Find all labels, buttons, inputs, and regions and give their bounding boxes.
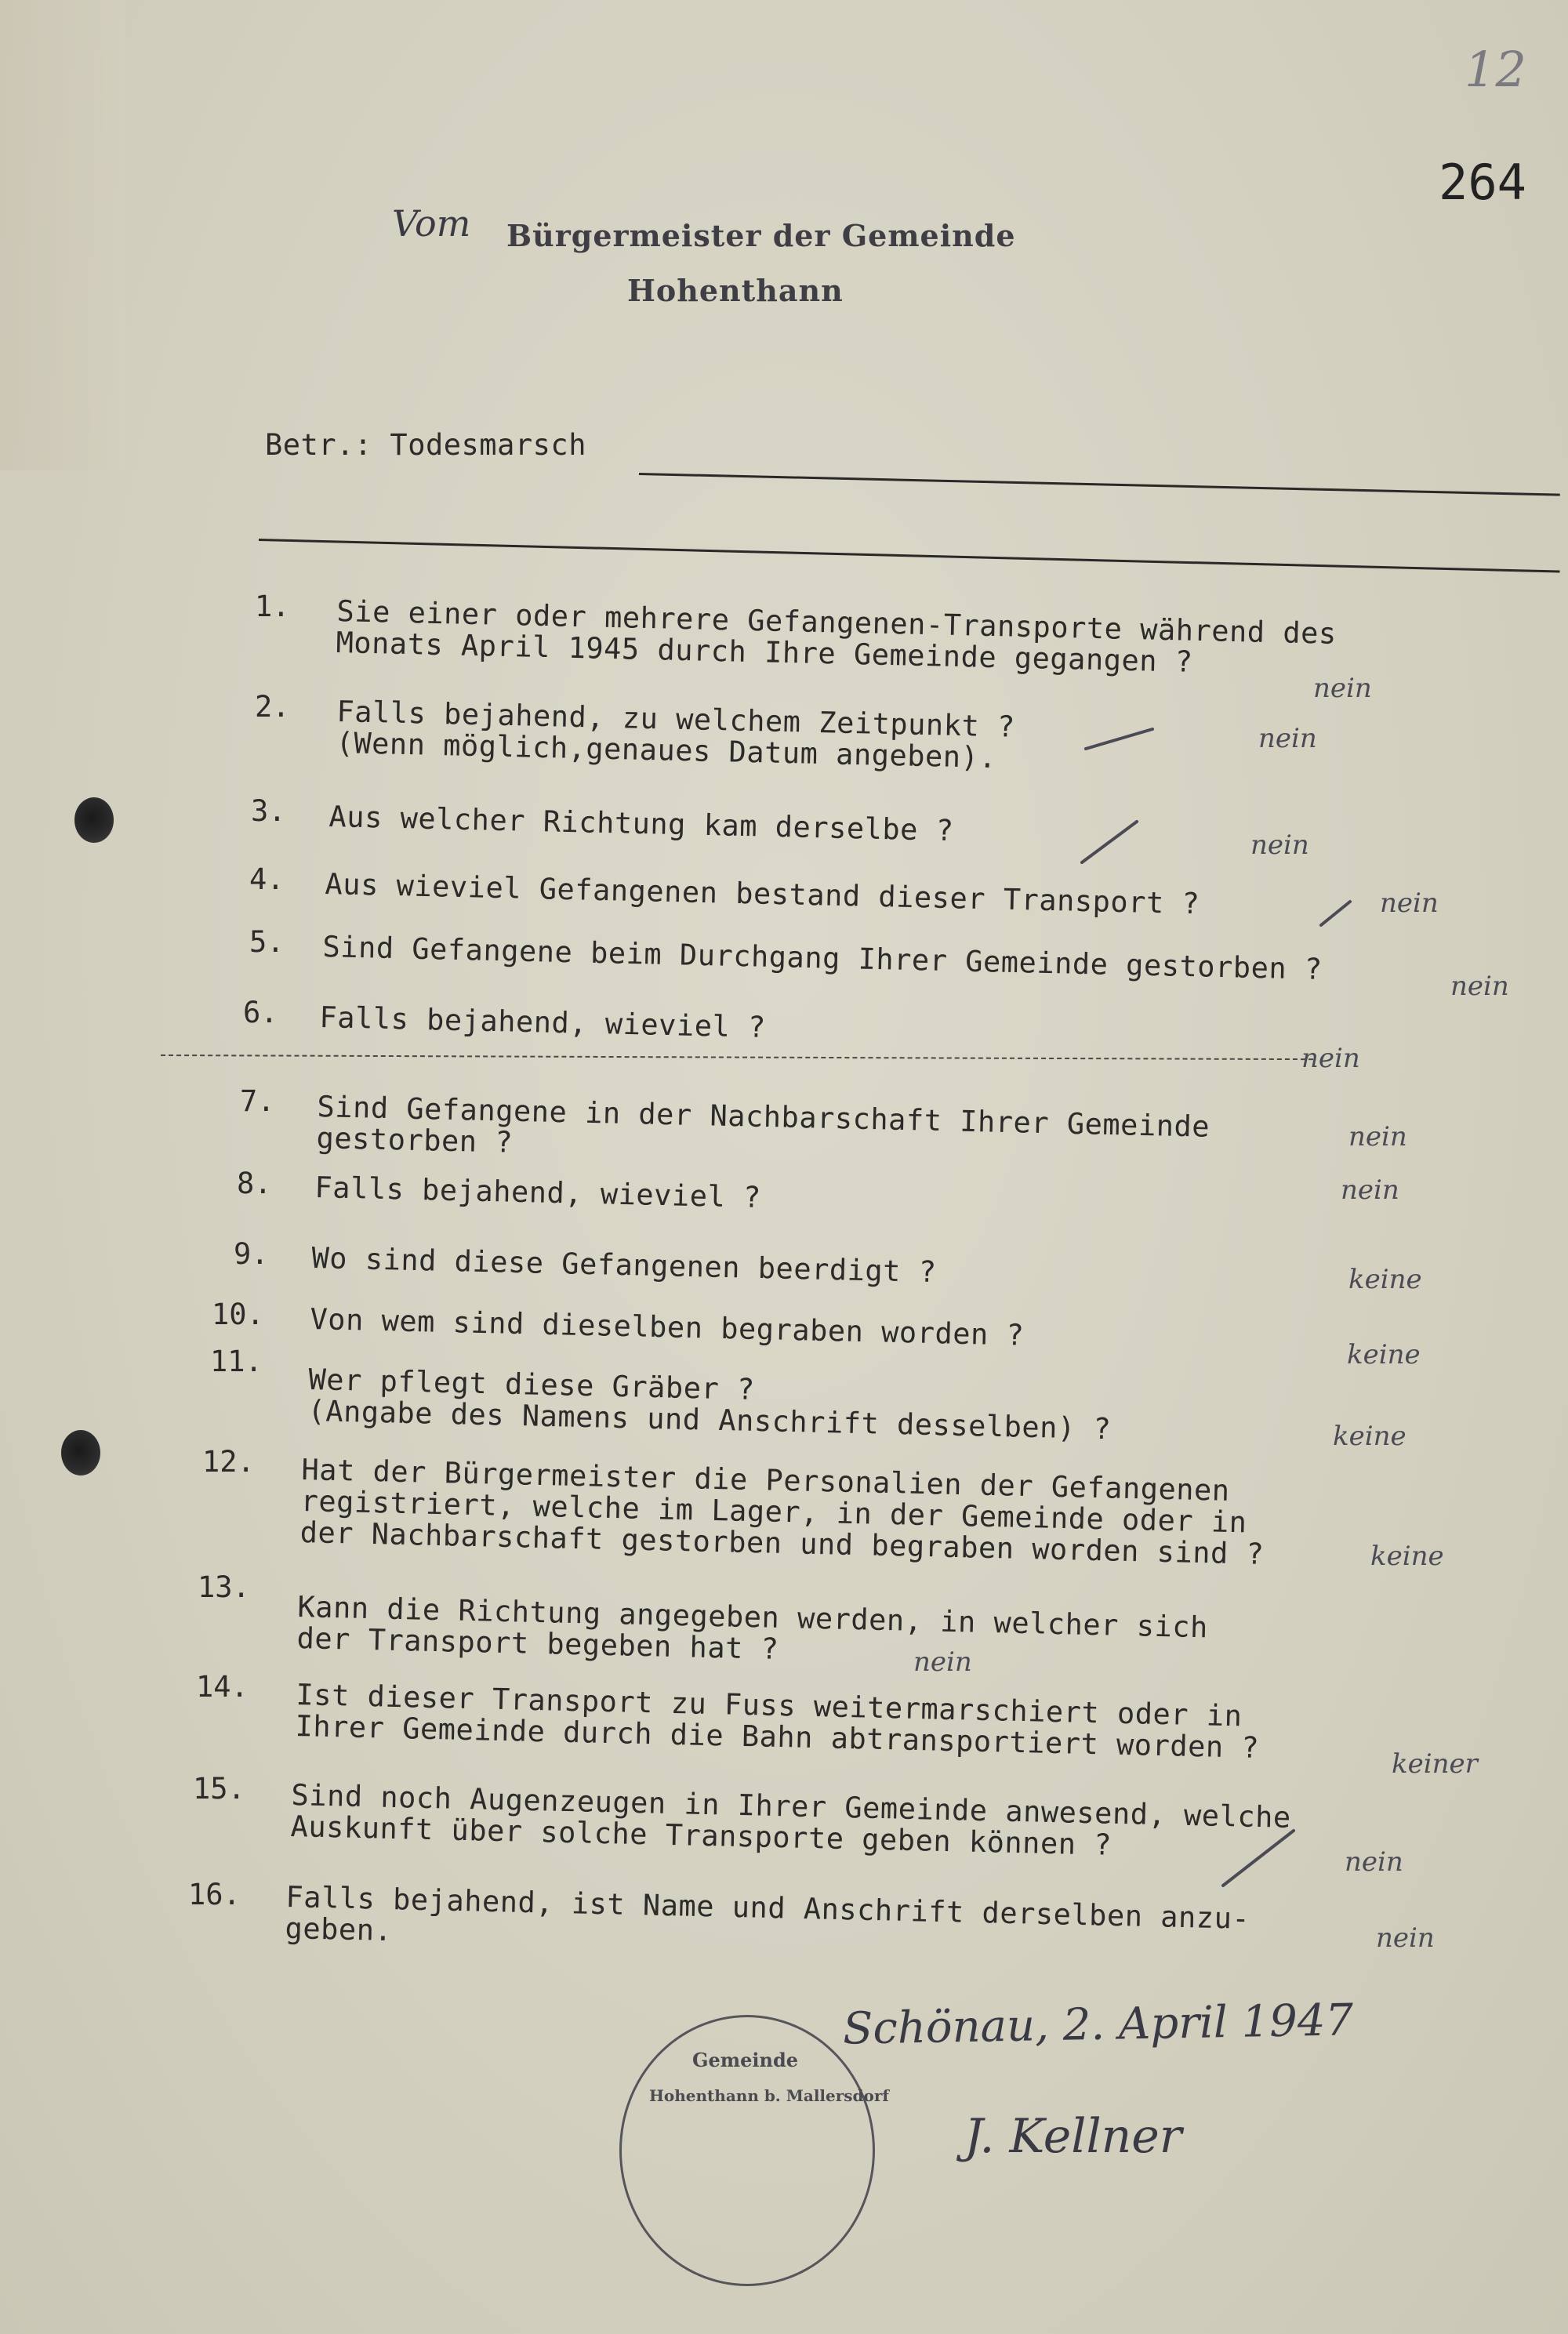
answer-handwritten: nein [1376, 1922, 1435, 1954]
answer-handwritten: nein [1301, 1043, 1360, 1074]
answer-handwritten: nein [1250, 829, 1309, 861]
strike-mark-q15 [1223, 1831, 1294, 1886]
question-text: Wer pflegt diese Gräber ? (Angabe des Namens und Anschrift desselben) ? [307, 1363, 1112, 1446]
answer-handwritten: keine [1370, 1541, 1444, 1572]
question-text: Sie einer oder mehrere Gefangenen-Transporte während des Monats April 1945 durch Ihre Gemeinde gegangen ? [336, 594, 1338, 679]
question-text: Sind noch Augenzeugen in Ihrer Gemeinde anwesend, welche Auskunft über solche Transporte geben können ? [290, 1778, 1292, 1862]
question-number: 16. [188, 1878, 241, 1911]
question-number: 10. [212, 1298, 264, 1331]
seal-line2: Hohenthann b. Mallersdorf [649, 2086, 890, 2105]
question-number: 11. [210, 1345, 263, 1378]
question-number: 12. [202, 1445, 255, 1479]
archive-number: 12 [1465, 41, 1526, 98]
strike-mark-q3 [1082, 822, 1137, 862]
answer-handwritten: nein [1345, 1846, 1403, 1878]
question-number: 1. [255, 590, 290, 623]
question-number: 13. [198, 1570, 250, 1604]
question-number: 4. [249, 862, 285, 896]
answer-handwritten: nein [1258, 723, 1317, 754]
seal-line1: Gemeinde [692, 2049, 799, 2071]
question-text: Wo sind diese Gefangenen beerdigt ? [311, 1241, 937, 1290]
answer-handwritten: nein [1341, 1174, 1399, 1206]
signature-name: J. Kellner [964, 2109, 1182, 2164]
strike-mark-q2 [1086, 729, 1152, 749]
question-text: Hat der Bürgermeister die Personalien der Gefangenen registriert, welche im Lager, in der Gemeinde oder in der Nachbarschaft gestorben und begraben worden sind ? [299, 1453, 1265, 1571]
answer-handwritten: nein [1450, 971, 1509, 1002]
question-text: Kann die Richtung angegeben werden, in welcher sich der Transport begeben hat ? [296, 1590, 1209, 1666]
question-text: Falls bejahend, zu welchem Zeitpunkt ? (Wenn möglich,genaues Datum angeben). [336, 695, 1016, 775]
question-text: Ist dieser Transport zu Fuss weitermarschiert oder in Ihrer Gemeinde durch die Bahn abtransportiert worden ? [295, 1678, 1260, 1765]
question-text: Falls bejahend, ist Name und Anschrift derselben anzu- geben. [285, 1880, 1250, 1948]
answer-handwritten: keine [1347, 1339, 1421, 1370]
question-text: Sind Gefangene in der Nachbarschaft Ihrer Gemeinde gestorben ? [316, 1090, 1210, 1160]
handwritten-prefix: Vom [392, 202, 471, 245]
municipality-stamp-line1: Bürgermeister der Gemeinde [506, 218, 1016, 253]
answer-handwritten: nein [1380, 888, 1439, 919]
answer-handwritten: nein [913, 1646, 972, 1678]
municipality-stamp-line2: Hohenthann [627, 273, 844, 308]
question-text: Aus welcher Richtung kam derselbe ? [328, 800, 954, 848]
question-text: Aus wieviel Gefangenen bestand dieser Transport ? [325, 867, 1200, 921]
question-number: 2. [255, 690, 290, 724]
question-number: 5. [249, 925, 285, 959]
question-number: 6. [243, 996, 278, 1029]
page-number: 264 [1439, 154, 1526, 211]
answer-handwritten: nein [1313, 673, 1372, 704]
question-number: 8. [237, 1167, 272, 1200]
question-number: 3. [251, 794, 286, 828]
question-number: 7. [240, 1084, 275, 1118]
question-number: 14. [196, 1670, 249, 1704]
question-text: Falls bejahend, wieviel ? [314, 1171, 762, 1214]
question-number: 15. [193, 1772, 245, 1806]
answer-handwritten: keine [1333, 1421, 1406, 1452]
answer-handwritten: keine [1348, 1264, 1422, 1295]
question-text: Von wem sind dieselben begraben worden ? [310, 1302, 1025, 1352]
answer-handwritten: nein [1348, 1121, 1407, 1152]
municipal-seal [619, 2015, 890, 2286]
signature-place-date: Schönau, 2. April 1947 [842, 1995, 1354, 2055]
question-text: Sind Gefangene beim Durchgang Ihrer Gemeinde gestorben ? [322, 930, 1323, 986]
subject-line: Betr.: Todesmarsch [265, 428, 586, 462]
question-text: Falls bejahend, wieviel ? [319, 1000, 767, 1044]
question-number: 9. [234, 1237, 269, 1271]
answer-handwritten: keiner [1392, 1748, 1478, 1780]
strike-mark-q4 [1321, 902, 1350, 925]
